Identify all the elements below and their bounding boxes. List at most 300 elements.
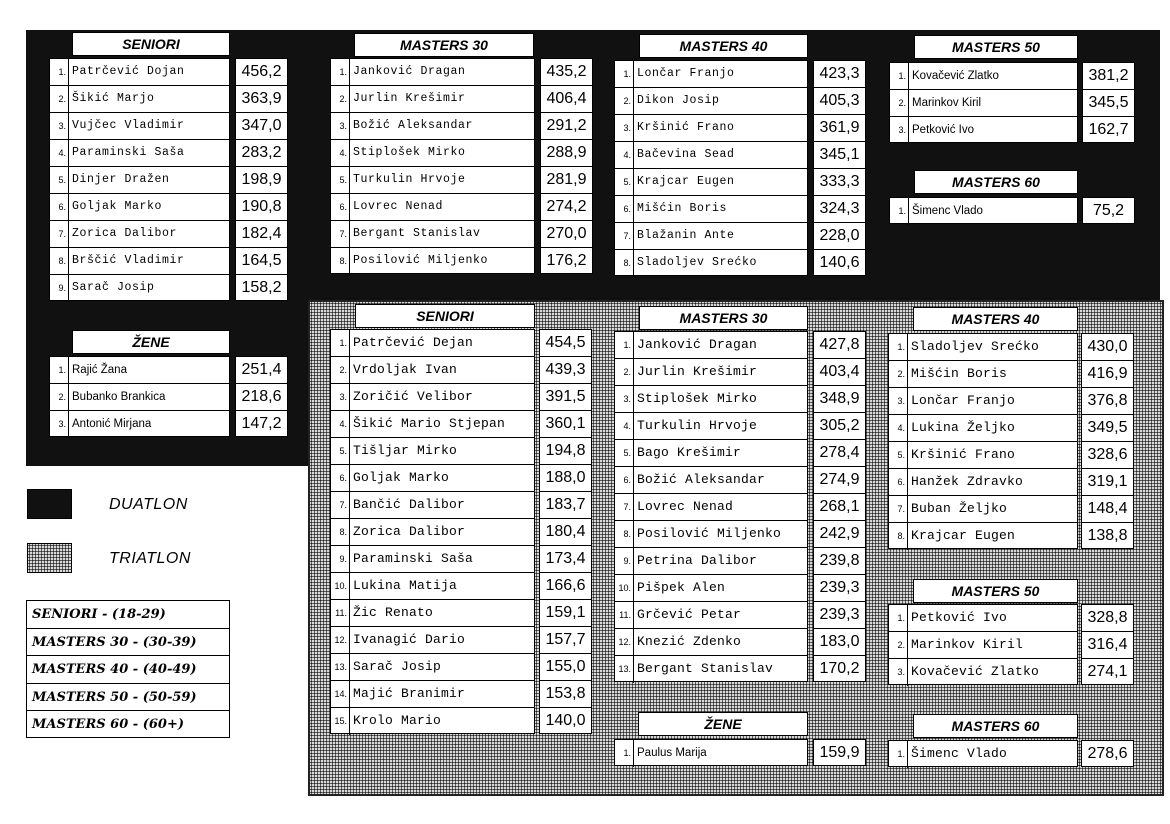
scores-column	[1082, 62, 1135, 143]
age-category: MASTERS 50 - (50-59)	[27, 684, 229, 712]
rank-cell: 5.	[615, 169, 634, 195]
rank-cell: 3.	[889, 659, 908, 686]
table-header: MASTERS 30	[354, 33, 534, 57]
rank-cell: 1.	[615, 61, 634, 87]
table-header: MASTERS 50	[914, 35, 1078, 59]
score-cell: 188,0	[540, 465, 591, 492]
competitor-name: Kovačević Zlatko	[911, 664, 1040, 679]
competitor-name: Jurlin Krešimir	[353, 92, 466, 105]
competitor-name: Bergant Stanislav	[353, 227, 481, 240]
score-cell: 427,8	[814, 332, 865, 359]
score-cell: 270,0	[541, 221, 592, 248]
competitor-name: Žic Renato	[353, 605, 434, 620]
competitor-name: Lončar Franjo	[911, 393, 1016, 408]
table-row	[331, 708, 534, 735]
age-category: SENIORI - (18-29)	[27, 601, 229, 629]
table-row	[889, 361, 1077, 388]
table-row	[615, 386, 807, 413]
competitor-name: Lukina Željko	[911, 420, 1016, 435]
score-cell: 360,1	[540, 411, 591, 438]
rank-cell: 1.	[50, 357, 69, 383]
rank-cell: 2.	[889, 361, 908, 387]
score-cell: 381,2	[1083, 63, 1134, 90]
rank-cell: 9.	[331, 546, 350, 572]
table-row	[50, 113, 229, 140]
table-row	[50, 167, 229, 194]
score-cell: 242,9	[814, 521, 865, 548]
rank-cell: 2.	[50, 384, 69, 410]
competitor-name: Petrina Dalibor	[637, 553, 758, 568]
competitor-name: Šimenc Vlado	[911, 746, 1008, 761]
score-cell: 75,2	[1092, 202, 1125, 219]
score-cell: 345,1	[814, 142, 865, 169]
table-row	[890, 63, 1077, 90]
score-cell: 162,7	[1088, 121, 1129, 138]
table-row	[50, 357, 229, 384]
table-row	[50, 140, 229, 167]
competitor-name: Šimenc Vlado	[912, 205, 983, 217]
table-row	[615, 223, 807, 250]
table-row	[615, 521, 807, 548]
table-row	[615, 548, 807, 575]
table-row	[615, 61, 807, 88]
table-row	[615, 467, 807, 494]
score-cell: 157,7	[540, 627, 591, 654]
table-row	[50, 194, 229, 221]
competitor-name: Božić Aleksandar	[637, 472, 766, 487]
score-cell: 182,4	[236, 221, 287, 248]
rank-cell: 2.	[331, 357, 350, 383]
table-row	[615, 440, 807, 467]
score-cell: 328,6	[1082, 442, 1133, 469]
table-header: ŽENE	[72, 330, 230, 354]
rank-cell: 2.	[889, 632, 908, 658]
score-cell: 281,9	[541, 167, 592, 194]
competitor-name: Mišćin Boris	[911, 366, 1008, 381]
rank-cell: 6.	[50, 194, 69, 220]
rank-cell: 2.	[615, 88, 634, 114]
scores-column	[1082, 197, 1135, 224]
table-row	[331, 627, 534, 654]
table-header: ŽENE	[638, 712, 808, 736]
table-row	[331, 221, 534, 248]
table-row	[889, 605, 1077, 632]
rank-cell: 6.	[615, 196, 634, 222]
names-column	[889, 62, 1078, 143]
competitor-name: Jurlin Krešimir	[637, 364, 758, 379]
competitor-name: Tišljar Mirko	[353, 443, 458, 458]
score-cell: 406,4	[541, 86, 592, 113]
table-row	[331, 411, 534, 438]
rank-cell: 10.	[615, 575, 634, 601]
age-categories-box	[26, 600, 230, 738]
competitor-name: Zoričić Velibor	[353, 389, 474, 404]
rank-cell: 1.	[615, 740, 634, 767]
competitor-name: Vujčec Vladimir	[72, 119, 185, 132]
table-row	[615, 740, 807, 767]
score-cell: 176,2	[546, 252, 587, 269]
score-cell: 348,9	[814, 386, 865, 413]
score-cell: 274,2	[541, 194, 592, 221]
scores-column	[235, 356, 288, 437]
competitor-name: Majić Branimir	[353, 686, 466, 701]
table-row	[331, 654, 534, 681]
competitor-name: Bačevina Sead	[637, 148, 735, 161]
table-row	[331, 681, 534, 708]
duatlon-legend-label: DUATLON	[109, 496, 188, 513]
rank-cell: 1.	[331, 330, 350, 356]
rank-cell: 3.	[889, 388, 908, 414]
rank-cell: 11.	[615, 602, 634, 628]
competitor-name: Marinkov Kiril	[912, 97, 982, 109]
table-row	[889, 442, 1077, 469]
competitor-name: Dinjer Dražen	[72, 173, 170, 186]
competitor-name: Lukina Matija	[353, 578, 458, 593]
table-row	[331, 519, 534, 546]
competitor-name: Turkulin Hrvoje	[353, 173, 466, 186]
rank-cell: 3.	[331, 384, 350, 410]
rank-cell: 7.	[615, 223, 634, 249]
score-cell: 278,6	[1087, 745, 1128, 762]
competitor-name: Turkulin Hrvoje	[637, 418, 758, 433]
competitor-name: Lovrec Nenad	[353, 200, 444, 213]
score-cell: 328,8	[1082, 605, 1133, 632]
rank-cell: 6.	[889, 469, 908, 495]
table-row	[615, 142, 807, 169]
competitor-name: Kršinić Frano	[637, 121, 735, 134]
rank-cell: 5.	[331, 438, 350, 464]
competitor-name: Bančić Dalibor	[353, 497, 466, 512]
competitor-name: Zorica Dalibor	[353, 524, 466, 539]
score-cell: 164,5	[236, 248, 287, 275]
rank-cell: 8.	[615, 250, 634, 277]
rank-cell: 7.	[331, 492, 350, 518]
score-cell: 456,2	[236, 59, 287, 86]
table-row	[615, 115, 807, 142]
rank-cell: 2.	[331, 86, 350, 112]
table-row	[615, 413, 807, 440]
score-cell: 454,5	[540, 330, 591, 357]
table-row	[50, 221, 229, 248]
score-cell: 218,6	[236, 384, 287, 411]
rank-cell: 1.	[331, 59, 350, 85]
competitor-name: Bubanko Brankica	[72, 391, 166, 403]
rank-cell: 1.	[615, 332, 634, 358]
rank-cell: 13.	[331, 654, 350, 680]
score-cell: 333,3	[814, 169, 865, 196]
names-column	[330, 329, 535, 734]
competitor-name: Posilović Miljenko	[637, 526, 782, 541]
table-row	[50, 384, 229, 411]
score-cell: 148,4	[1082, 496, 1133, 523]
rank-cell: 6.	[331, 465, 350, 491]
rank-cell: 2.	[50, 86, 69, 112]
table-row	[889, 388, 1077, 415]
score-cell: 166,6	[540, 573, 591, 600]
score-cell: 183,7	[540, 492, 591, 519]
competitor-name: Petković Ivo	[911, 610, 1008, 625]
competitor-name: Goljak Marko	[353, 470, 450, 485]
rank-cell: 1.	[50, 59, 69, 85]
competitor-name: Buban Željko	[911, 501, 1008, 516]
score-cell: 316,4	[1082, 632, 1133, 659]
table-row	[889, 415, 1077, 442]
competitor-name: Dikon Josip	[637, 94, 720, 107]
score-cell: 155,0	[540, 654, 591, 681]
competitor-name: Šikić Mario Stjepan	[353, 416, 506, 431]
rank-cell: 14.	[331, 681, 350, 707]
table-row	[331, 140, 534, 167]
rank-cell: 4.	[50, 140, 69, 166]
rank-cell: 1.	[890, 63, 909, 89]
score-cell: 138,8	[1087, 527, 1128, 544]
names-column	[888, 740, 1078, 767]
table-row	[331, 330, 534, 357]
competitor-name: Bago Krešimir	[637, 445, 742, 460]
rank-cell: 3.	[615, 386, 634, 412]
scores-column	[1081, 740, 1134, 767]
table-row	[331, 113, 534, 140]
rank-cell: 8.	[50, 248, 69, 274]
competitor-name: Patrčević Dejan	[353, 335, 474, 350]
competitor-name: Krajcar Eugen	[637, 175, 735, 188]
rank-cell: 10.	[331, 573, 350, 599]
competitor-name: Kovačević Zlatko	[912, 70, 999, 82]
score-cell: 183,0	[814, 629, 865, 656]
table-row	[890, 198, 1077, 225]
table-row	[331, 357, 534, 384]
age-category: MASTERS 30 - (30-39)	[27, 629, 229, 657]
table-row	[615, 196, 807, 223]
competitor-name: Knezić Zdenko	[637, 634, 742, 649]
table-row	[615, 629, 807, 656]
table-row	[331, 465, 534, 492]
competitor-name: Božić Aleksandar	[353, 119, 474, 132]
score-cell: 403,4	[814, 359, 865, 386]
names-column	[614, 331, 808, 682]
score-cell: 194,8	[540, 438, 591, 465]
rank-cell: 7.	[889, 496, 908, 522]
competitor-name: Lončar Franjo	[637, 67, 735, 80]
rank-cell: 5.	[615, 440, 634, 466]
table-row	[889, 741, 1077, 768]
score-cell: 147,2	[241, 415, 282, 432]
competitor-name: Lovrec Nenad	[637, 499, 734, 514]
score-cell: 439,3	[540, 357, 591, 384]
table-row	[889, 496, 1077, 523]
score-cell: 140,0	[545, 712, 586, 729]
rank-cell: 3.	[331, 113, 350, 139]
rank-cell: 7.	[50, 221, 69, 247]
table-row	[615, 602, 807, 629]
score-cell: 228,0	[814, 223, 865, 250]
rank-cell: 9.	[50, 275, 69, 302]
scores-column	[813, 739, 866, 766]
table-header: SENIORI	[355, 304, 535, 328]
rank-cell: 4.	[889, 415, 908, 441]
table-row	[50, 59, 229, 86]
competitor-name: Brščić Vladimir	[72, 254, 185, 267]
rank-cell: 8.	[615, 521, 634, 547]
score-cell: 274,1	[1087, 663, 1128, 680]
rank-cell: 11.	[331, 600, 350, 626]
table-row	[331, 546, 534, 573]
score-cell: 180,4	[540, 519, 591, 546]
table-header: MASTERS 40	[913, 307, 1078, 331]
score-cell: 173,4	[540, 546, 591, 573]
score-cell: 361,9	[814, 115, 865, 142]
competitor-name: Zorica Dalibor	[72, 227, 178, 240]
score-cell: 405,3	[814, 88, 865, 115]
score-cell: 198,9	[236, 167, 287, 194]
competitor-name: Sarač Josip	[72, 281, 155, 294]
scores-column	[813, 60, 866, 276]
rank-cell: 4.	[331, 411, 350, 437]
competitor-name: Janković Dragan	[353, 65, 466, 78]
score-cell: 158,2	[241, 279, 282, 296]
score-cell: 305,2	[814, 413, 865, 440]
competitor-name: Posilović Miljenko	[353, 254, 489, 267]
rank-cell: 1.	[889, 605, 908, 631]
competitor-name: Sladoljev Srećko	[637, 256, 758, 269]
table-header: MASTERS 40	[639, 34, 808, 58]
competitor-name: Krajcar Eugen	[911, 528, 1016, 543]
competitor-name: Grčević Petar	[637, 607, 742, 622]
score-cell: 423,3	[814, 61, 865, 88]
table-row	[331, 600, 534, 627]
score-cell: 435,2	[541, 59, 592, 86]
rank-cell: 5.	[50, 167, 69, 193]
score-cell: 239,8	[814, 548, 865, 575]
competitor-name: Janković Dragan	[637, 337, 758, 352]
score-cell: 268,1	[814, 494, 865, 521]
competitor-name: Šikić Marjo	[72, 92, 155, 105]
rank-cell: 1.	[890, 198, 909, 225]
table-header: MASTERS 50	[913, 579, 1078, 603]
competitor-name: Kršinić Frano	[911, 447, 1016, 462]
scores-column	[1081, 604, 1134, 685]
competitor-name: Petković Ivo	[912, 124, 974, 136]
competitor-name: Marinkov Kiril	[911, 637, 1024, 652]
table-row	[615, 169, 807, 196]
score-cell: 347,0	[236, 113, 287, 140]
table-header: MASTERS 60	[913, 714, 1078, 738]
table-header: SENIORI	[72, 32, 230, 56]
scores-column	[813, 331, 866, 682]
rank-cell: 12.	[331, 627, 350, 653]
competitor-name: Antonić Mirjana	[72, 418, 152, 430]
triatlon-swatch	[27, 543, 72, 573]
table-row	[615, 494, 807, 521]
score-cell: 319,1	[1082, 469, 1133, 496]
score-cell: 363,9	[236, 86, 287, 113]
score-cell: 239,3	[814, 602, 865, 629]
score-cell: 153,8	[540, 681, 591, 708]
score-cell: 278,4	[814, 440, 865, 467]
competitor-name: Bergant Stanislav	[637, 661, 774, 676]
names-column	[614, 60, 808, 276]
scores-column	[539, 329, 592, 734]
names-column	[889, 197, 1078, 224]
table-row	[615, 88, 807, 115]
table-row	[50, 86, 229, 113]
competitor-name: Paraminski Saša	[72, 146, 185, 159]
score-cell: 391,5	[540, 384, 591, 411]
names-column	[614, 739, 808, 766]
table-row	[50, 411, 229, 438]
competitor-name: Stiplošek Mirko	[637, 391, 758, 406]
rank-cell: 4.	[615, 142, 634, 168]
score-cell: 159,9	[819, 744, 860, 761]
score-cell: 283,2	[236, 140, 287, 167]
table-header: MASTERS 30	[639, 306, 808, 330]
table-row	[331, 59, 534, 86]
rank-cell: 3.	[890, 117, 909, 144]
table-row	[889, 659, 1077, 686]
score-cell: 376,8	[1082, 388, 1133, 415]
rank-cell: 1.	[889, 334, 908, 360]
score-cell: 288,9	[541, 140, 592, 167]
rank-cell: 1.	[889, 741, 908, 768]
table-row	[615, 575, 807, 602]
table-row	[331, 194, 534, 221]
rank-cell: 12.	[615, 629, 634, 655]
competitor-name: Patrčević Dojan	[72, 65, 185, 78]
score-cell: 140,6	[819, 254, 860, 271]
rank-cell: 8.	[889, 523, 908, 550]
table-row	[615, 332, 807, 359]
rank-cell: 9.	[615, 548, 634, 574]
competitor-name: Mišćin Boris	[637, 202, 728, 215]
score-cell: 159,1	[540, 600, 591, 627]
table-row	[889, 632, 1077, 659]
competitor-name: Sarač Josip	[353, 659, 442, 674]
rank-cell: 5.	[331, 167, 350, 193]
competitor-name: Pišpek Alen	[637, 580, 726, 595]
age-category: MASTERS 40 - (40-49)	[27, 656, 229, 684]
rank-cell: 5.	[889, 442, 908, 468]
competitor-name: Paraminski Saša	[353, 551, 474, 566]
names-column	[888, 333, 1078, 549]
competitor-name: Vrdoljak Ivan	[353, 362, 458, 377]
table-row	[889, 523, 1077, 550]
scores-column	[235, 58, 288, 301]
rank-cell: 7.	[331, 221, 350, 247]
scores-column	[1081, 333, 1134, 549]
score-cell: 251,4	[236, 357, 287, 384]
names-column	[49, 58, 230, 301]
rank-cell: 3.	[615, 115, 634, 141]
rank-cell: 4.	[615, 413, 634, 439]
table-row	[889, 469, 1077, 496]
rank-cell: 8.	[331, 519, 350, 545]
competitor-name: Ivanagić Dario	[353, 632, 466, 647]
competitor-name: Hanžek Zdravko	[911, 474, 1024, 489]
competitor-name: Goljak Marko	[72, 200, 163, 213]
table-row	[331, 248, 534, 275]
table-row	[331, 438, 534, 465]
rank-cell: 3.	[50, 113, 69, 139]
table-row	[615, 656, 807, 683]
triatlon-legend-label: TRIATLON	[109, 550, 191, 567]
score-cell: 430,0	[1082, 334, 1133, 361]
table-header: MASTERS 60	[914, 170, 1078, 194]
table-row	[50, 248, 229, 275]
rank-cell: 15.	[331, 708, 350, 735]
competitor-name: Krolo Mario	[353, 713, 442, 728]
table-row	[331, 167, 534, 194]
names-column	[330, 58, 535, 274]
